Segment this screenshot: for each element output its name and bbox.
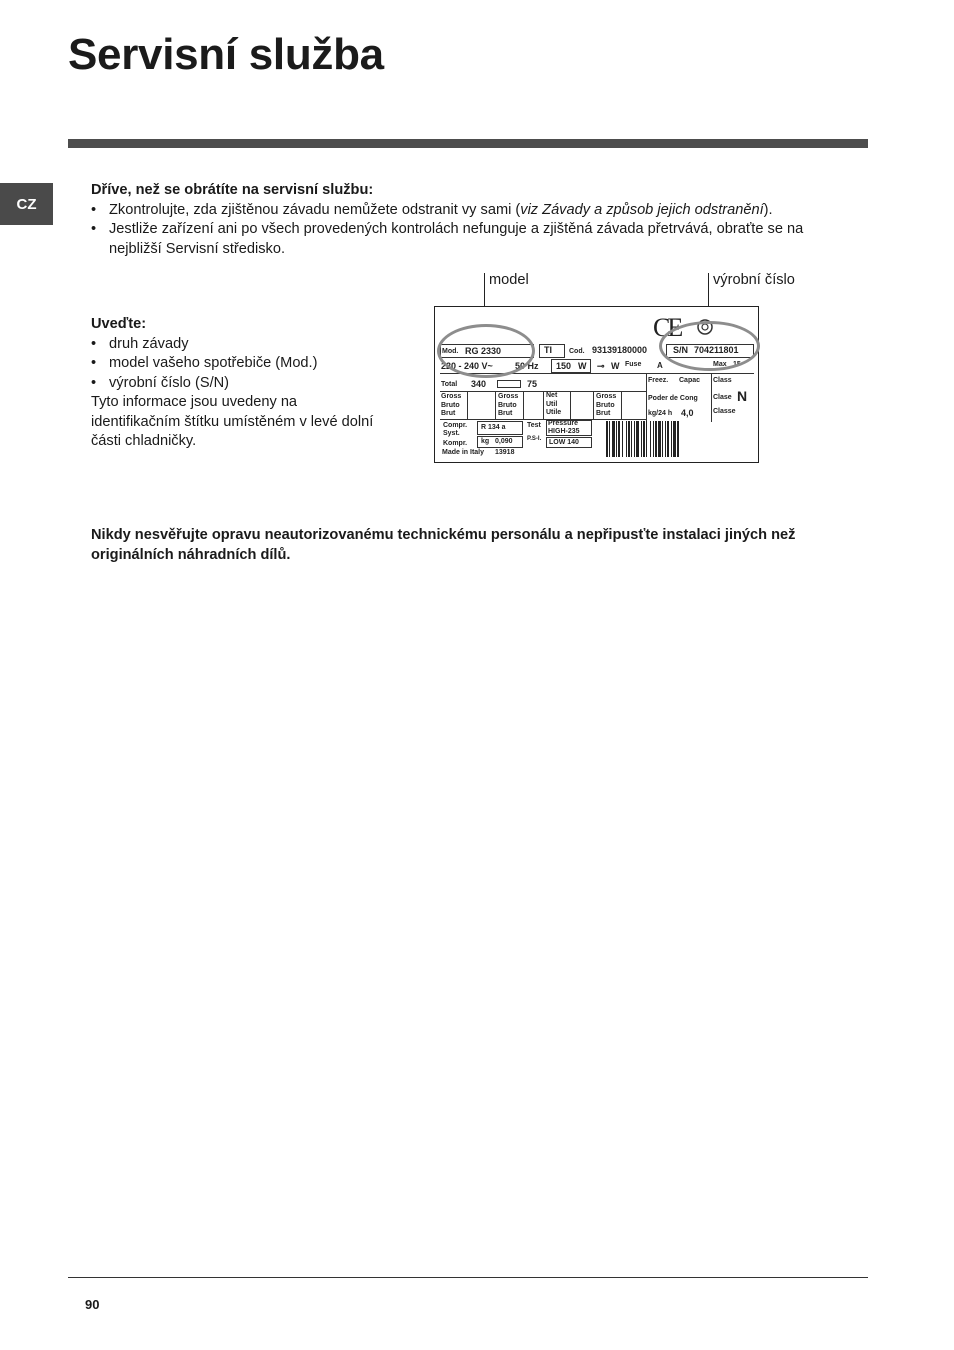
bullet-reference: viz Závady a způsob jejich odstranění (520, 201, 764, 218)
kg24-label: kg/24 h (648, 410, 673, 417)
col-divider (621, 391, 622, 419)
made-code: 13918 (495, 449, 515, 456)
col-divider (523, 391, 524, 419)
compr-syst: Compr. Syst. (443, 422, 468, 437)
sn-value: 704211801 (694, 345, 739, 355)
kg-label: kg (481, 438, 490, 445)
cod-label: Cod. (569, 348, 585, 355)
voltage: 220 - 240 V~ (441, 361, 493, 371)
lamp-unit: W (611, 361, 620, 371)
classe-label: Classe (713, 408, 736, 415)
low-pressure: LOW 140 (549, 439, 579, 446)
power-value: 150 (556, 361, 572, 371)
footer-divider (68, 1277, 868, 1278)
provide-heading: Uveďte: (91, 316, 147, 332)
ti-label: TI (544, 345, 552, 355)
provide-item: • druh závady (91, 335, 381, 355)
total-value: 340 (471, 379, 487, 389)
intro-section (91, 181, 851, 259)
intro-bullet-1 (91, 201, 851, 221)
warning-note: Nikdy nesvěřujte opravu neautorizovanému technickému personálu a nepřipusťte instalaci jiných než originálních náhradních dílů. (91, 527, 796, 563)
mod-value: RG 2330 (465, 346, 502, 356)
refrigerant: R 134 a (481, 424, 506, 431)
max-value: 15 (733, 361, 741, 368)
mod-label: Mod. (442, 348, 459, 355)
col-divider (593, 391, 594, 419)
barcode (606, 421, 752, 457)
page-title: Servisní služba (68, 30, 384, 79)
kg24-value: 4,0 (681, 408, 694, 418)
class-label: Class (713, 377, 732, 384)
provide-item: • výrobní číslo (S/N) (91, 374, 381, 394)
pressure: Pressure HIGH-235 (548, 420, 580, 435)
kompr-label: Kompr. (443, 440, 468, 447)
title-divider (68, 139, 868, 148)
row-divider (440, 419, 646, 420)
amp-label: A (657, 361, 663, 370)
model-highlight-ring (437, 324, 535, 378)
total-label: Total (441, 381, 458, 388)
net: Net Util Utile (546, 392, 562, 416)
provide-paragraph: Tyto informace jsou uvedeny na identifikačním štítku umístěném v levé dolní části chladničky. (91, 394, 374, 449)
made-in: Made in Italy (442, 449, 485, 456)
cod-value: 93139180000 (592, 345, 648, 355)
col-divider (495, 391, 496, 419)
max-label: Max (713, 361, 727, 368)
gross-1: Gross Bruto Brut (441, 393, 462, 417)
sn-label: S/N (673, 345, 689, 355)
total-value-2: 75 (527, 379, 538, 389)
col-divider (467, 391, 468, 419)
col-divider (570, 391, 571, 419)
clase-value: N (737, 388, 748, 404)
kg-value: 0,090 (495, 438, 513, 445)
col-divider (646, 373, 647, 422)
ce-mark: CE (653, 313, 681, 342)
capac-label: Capac (679, 377, 701, 384)
clase-label: Clase (713, 394, 732, 401)
provide-item: • model vašeho spotřebiče (Mod.) (91, 354, 381, 374)
test-label: Test (527, 422, 541, 429)
fuse-label: Fuse (625, 361, 642, 368)
gross-3: Gross Bruto Brut (596, 393, 617, 417)
intro-bullet-2: • Jestliže zařízení ani po všech provedených kontrolách nefunguje a zjištěná závada přetrvává, obraťte se na nejbližší Servisní středisko. (91, 220, 851, 259)
psi-label: P.S-I. (527, 436, 542, 442)
lamp-icon: ⊸ (597, 361, 605, 371)
gross-2: Gross Bruto Brut (498, 393, 519, 417)
page-number: 90 (85, 1297, 100, 1312)
poder-label: Poder de Cong (648, 395, 698, 402)
serial-callout-label: výrobní číslo (713, 272, 795, 288)
col-divider (543, 391, 544, 419)
freezer-star-icon (497, 380, 521, 388)
language-tab: CZ (0, 183, 53, 225)
model-callout-label: model (489, 272, 529, 288)
frequency: 50 Hz (515, 361, 539, 371)
freez-label: Freez. (648, 377, 669, 384)
power-unit: W (578, 361, 587, 371)
col-divider (711, 373, 712, 422)
intro-list (91, 201, 851, 260)
bullet-text: Zkontrolujte, zda zjištěnou závadu nemůžete odstranit vy sami ( (109, 201, 521, 218)
provide-list (91, 335, 381, 394)
barcode-bar (679, 421, 680, 457)
provide-section (91, 315, 381, 452)
serial-highlight-ring (659, 321, 760, 371)
bullet-tail: ). (763, 201, 773, 218)
intro-heading: Dříve, než se obrátíte na servisní službu: (91, 182, 374, 198)
ti-box (539, 344, 565, 358)
